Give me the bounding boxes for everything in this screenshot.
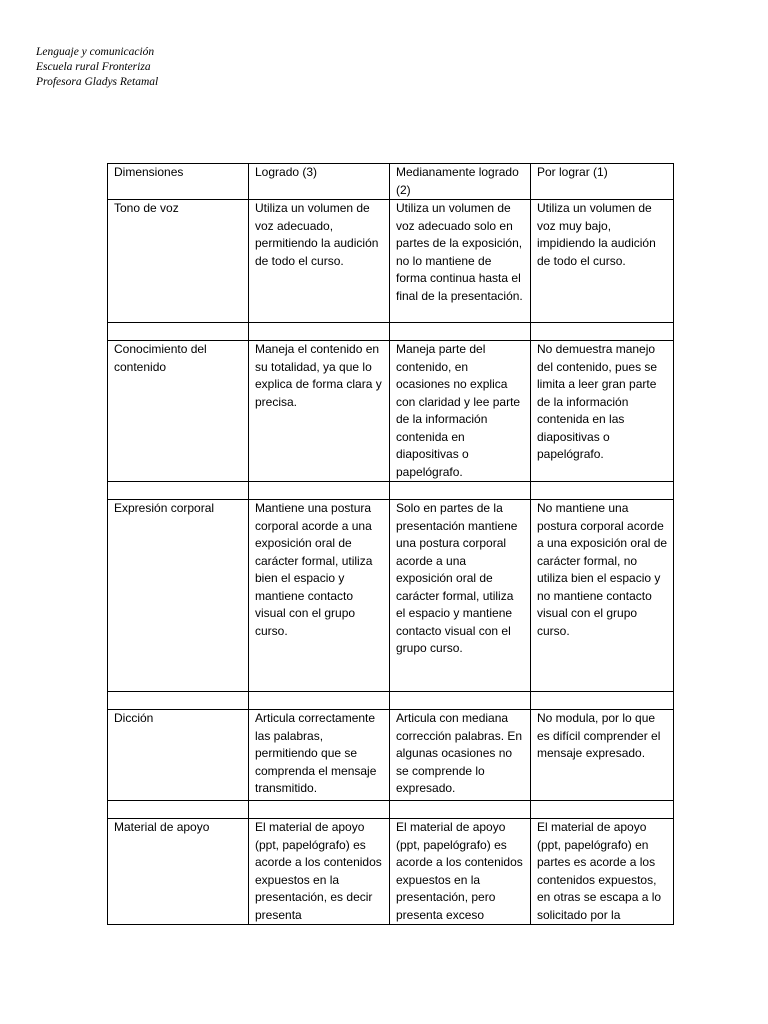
- dimension-cell: Tono de voz: [108, 200, 249, 323]
- dimension-cell: Material de apoyo: [108, 819, 249, 925]
- por-lograr-cell: Utiliza un volumen de voz muy bajo, impidiendo la audición de todo el curso.: [531, 200, 674, 323]
- logrado-cell: Articula correctamente las palabras, permitiendo que se comprenda el mensaje transmitido.: [249, 710, 390, 801]
- header-row: [108, 164, 674, 200]
- dimension-cell: Expresión corporal: [108, 500, 249, 692]
- table-row: [108, 341, 674, 482]
- spacer-row: [108, 323, 674, 341]
- school-line: Escuela rural Fronteriza: [36, 61, 151, 73]
- medianamente-cell: Articula con mediana corrección palabras. En algunas ocasiones no se comprende lo expresado.: [390, 710, 531, 801]
- dimension-cell: Conocimiento del contenido: [108, 341, 249, 482]
- header-logrado: Logrado (3): [249, 164, 390, 200]
- header-medianamente: Medianamente logrado (2): [390, 164, 531, 200]
- table-row: [108, 200, 674, 323]
- header-dimensiones: Dimensiones: [108, 164, 249, 200]
- rubric-table: [107, 163, 674, 925]
- por-lograr-cell: El material de apoyo (ppt, papelógrafo) en partes es acorde a los contenidos expuestos, en otras se escapa a lo solicitado por la: [531, 819, 674, 925]
- logrado-cell: Maneja el contenido en su totalidad, ya que lo explica de forma clara y precisa.: [249, 341, 390, 482]
- dimension-cell: Dicción: [108, 710, 249, 801]
- header-por-lograr: Por lograr (1): [531, 164, 674, 200]
- medianamente-cell: Maneja parte del contenido, en ocasiones no explica con claridad y lee parte de la información contenida en diapositivas o papelógrafo.: [390, 341, 531, 482]
- table-row: [108, 500, 674, 692]
- por-lograr-cell: No modula, por lo que es difícil comprender el mensaje expresado.: [531, 710, 674, 801]
- por-lograr-cell: No demuestra manejo del contenido, pues se limita a leer gran parte de la información contenida en las diapositivas o papelógrafo.: [531, 341, 674, 482]
- spacer-row: [108, 801, 674, 819]
- teacher-line: Profesora Gladys Retamal: [36, 76, 159, 88]
- spacer-row: [108, 482, 674, 500]
- por-lograr-cell: No mantiene una postura corporal acorde a una exposición oral de carácter formal, no utiliza bien el espacio y no mantiene contacto visual con el grupo curso.: [531, 500, 674, 692]
- logrado-cell: Utiliza un volumen de voz adecuado, permitiendo la audición de todo el curso.: [249, 200, 390, 323]
- table-row: [108, 710, 674, 801]
- logrado-cell: Mantiene una postura corporal acorde a una exposición oral de carácter formal, utiliza bien el espacio y mantiene contacto visual con el grupo curso.: [249, 500, 390, 692]
- logrado-cell: El material de apoyo (ppt, papelógrafo) es acorde a los contenidos expuestos en la presentación, es decir presenta: [249, 819, 390, 925]
- medianamente-cell: Solo en partes de la presentación mantiene una postura corporal acorde a una exposición oral de carácter formal, utiliza el espacio y mantiene contacto visual con el grupo curso.: [390, 500, 531, 692]
- medianamente-cell: El material de apoyo (ppt, papelógrafo) es acorde a los contenidos expuestos en la presentación, pero presenta exceso: [390, 819, 531, 925]
- document-header: [36, 45, 158, 90]
- spacer-row: [108, 692, 674, 710]
- medianamente-cell: Utiliza un volumen de voz adecuado solo en partes de la exposición, no lo mantiene de forma continua hasta el final de la presentación.: [390, 200, 531, 323]
- table-row: [108, 819, 674, 925]
- subject-line: Lenguaje y comunicación: [36, 46, 155, 58]
